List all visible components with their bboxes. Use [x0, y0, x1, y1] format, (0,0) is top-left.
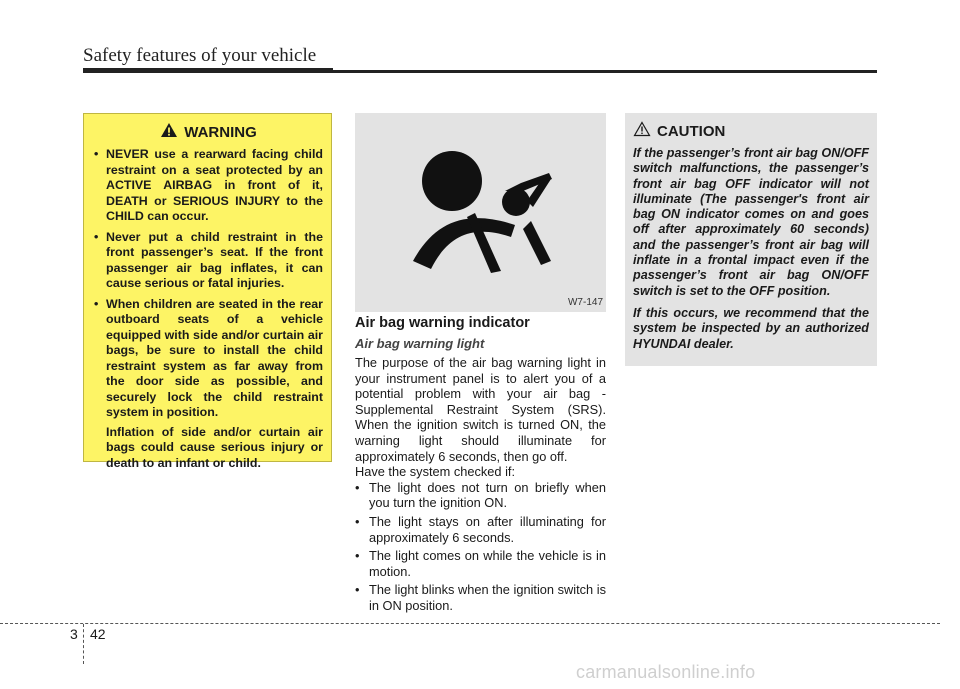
- list-item: • The light stays on after illuminating for approximately 6 seconds.: [355, 513, 606, 545]
- airbag-warning-icon: [355, 113, 606, 312]
- warning-heading: [94, 122, 323, 142]
- page-header-title: Safety features of your vehicle: [83, 45, 317, 66]
- list-item: • The light does not turn on briefly when you turn the ignition ON.: [355, 479, 606, 511]
- caution-paragraph: If the passenger’s front air bag ON/OFF switch malfunctions, the passenger’s front air bag OFF indicator will not illuminate (The passenger's front air bag ON indicator comes on and goes off after approximately 60 seconds) and the passenger’s front air bag will inflate in a frontal impact even if the passenger’s front air bag ON/OFF switch is set to the OFF position.: [633, 146, 869, 298]
- footer-divider: [83, 624, 84, 664]
- footer-rule: [0, 623, 940, 624]
- warning-item: • When children are seated in the rear outboard seats of a vehicle equipped with side and/or curtain air bags, be sure to install the child restraint system as far away from the door side as possible, and securely lock the child restraint system in position.: [94, 296, 323, 419]
- warning-box: [83, 113, 332, 470]
- check-list: [355, 480, 606, 614]
- airbag-figure: [355, 113, 606, 312]
- warning-extra-text: Inflation of side and/or curtain air bags could cause serious injury or death to an infant or child.: [106, 424, 323, 470]
- warning-item: • Never put a child restraint in the front passenger’s seat. If the front passenger air bag inflates, it can cause serious or fatal injuries.: [94, 229, 323, 290]
- page-number: 42: [90, 626, 106, 642]
- watermark: carmanualsonline.info: [576, 662, 756, 682]
- caution-heading: [633, 121, 869, 141]
- list-item: • The light comes on while the vehicle is in motion.: [355, 548, 606, 579]
- section-body: The purpose of the air bag warning light in your instrument panel is to alert you of a potential problem with your air bag - Supplemental Restraint System (SRS). When the ignition switch is turned ON, the warning light should illuminate for approximately 6 seconds, then go off.: [355, 355, 606, 464]
- section-subtitle: Air bag warning light: [355, 336, 485, 351]
- caution-paragraph: If this occurs, we recommend that the system be inspected by an authorized HYUNDAI dealer.: [633, 305, 869, 351]
- caution-triangle-icon: [633, 121, 651, 141]
- caution-heading-label: CAUTION: [657, 122, 726, 140]
- header-rule: [83, 70, 877, 73]
- warning-item: • NEVER use a rearward facing child restraint on a seat protected by an ACTIVE AIRBAG in front of it, DEATH or SERIOUS INJURY to the CHILD can occur.: [94, 147, 323, 223]
- airbag-indicator-section: [355, 315, 606, 617]
- list-item: • The light blinks when the ignition switch is in ON position.: [355, 582, 606, 613]
- chapter-number: 3: [70, 626, 78, 642]
- warning-list: [94, 147, 323, 421]
- warning-heading-label: WARNING: [184, 123, 257, 141]
- section-lead: Have the system checked if:: [355, 464, 516, 480]
- warning-triangle-icon: [160, 122, 178, 142]
- section-title: Air bag warning indicator: [355, 315, 530, 331]
- figure-code: W7-147: [567, 297, 603, 308]
- caution-box: [625, 113, 877, 366]
